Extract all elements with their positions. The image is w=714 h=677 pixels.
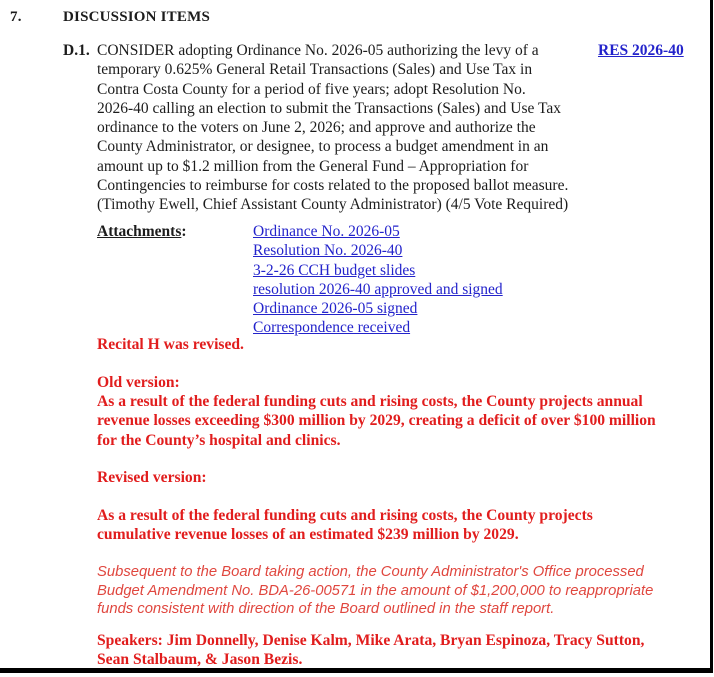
old-version-line: As a result of the federal funding cuts and rising costs, the County projects annual xyxy=(97,393,643,410)
attachments-list xyxy=(253,222,503,338)
item-description xyxy=(97,41,568,215)
page-bottom-border xyxy=(0,668,713,673)
attachment-link-cch-budget-slides[interactable]: 3-2-26 CCH budget slides xyxy=(253,261,416,279)
attachment-link-correspondence-received[interactable]: Correspondence received xyxy=(253,319,411,337)
admin-followup-note xyxy=(97,563,653,619)
revised-version-line: As a result of the federal funding cuts and rising costs, the County projects xyxy=(97,507,593,524)
old-version-line: for the County’s hospital and clinics. xyxy=(97,431,341,449)
attachments-label-colon: : xyxy=(181,223,187,240)
admin-followup-line: Subsequent to the Board taking action, the County Administrator's Office processed xyxy=(97,564,644,580)
item-description-line: amount up to $1.2 million from the General Fund – Appropriation for xyxy=(97,157,529,175)
old-version-paragraph xyxy=(97,392,656,450)
item-number: D.1. xyxy=(63,42,90,59)
item-description-line: Contra Costa County for a period of five years; adopt Resolution No. xyxy=(97,80,526,98)
section-title: DISCUSSION ITEMS xyxy=(63,9,210,25)
revised-version-paragraph xyxy=(97,506,593,545)
attachment-link-resolution-approved-signed[interactable]: resolution 2026-40 approved and signed xyxy=(253,280,503,298)
old-version-line: revenue losses exceeding $300 million by 2029, creating a deficit of over $100 million xyxy=(97,412,656,430)
item-description-line: County Administrator, or designee, to process a budget amendment in an xyxy=(97,138,549,156)
res-2026-40-link[interactable]: RES 2026-40 xyxy=(598,42,684,59)
attachments-label xyxy=(97,222,187,241)
page-right-border xyxy=(710,0,713,673)
old-version-label: Old version: xyxy=(97,374,180,391)
speakers-paragraph xyxy=(97,631,644,670)
attachments-label-word: Attachments xyxy=(97,223,182,240)
attachment-link-ordinance-signed[interactable]: Ordinance 2026-05 signed xyxy=(253,300,418,318)
item-description-line: (Timothy Ewell, Chief Assistant County Administrator) (4/5 Vote Required) xyxy=(97,196,569,214)
attachment-link-resolution-2026-40[interactable]: Resolution No. 2026-40 xyxy=(253,242,403,260)
section-number: 7. xyxy=(10,9,22,25)
item-description-line: ordinance to the voters on June 2, 2026; and approve and authorize the xyxy=(97,119,536,137)
item-description-line: 2026-40 calling an election to submit the Transactions (Sales) and Use Tax xyxy=(97,99,561,117)
revised-version-line: cumulative revenue losses of an estimated $239 million by 2029. xyxy=(97,526,519,544)
item-description-line: CONSIDER adopting Ordinance No. 2026-05 authorizing the levy of a xyxy=(97,42,539,59)
speakers-line: Sean Stalbaum, & Jason Bezis. xyxy=(97,651,303,669)
revised-version-label: Revised version: xyxy=(97,469,207,486)
item-description-line: temporary 0.625% General Retail Transactions (Sales) and Use Tax in xyxy=(97,61,533,79)
admin-followup-line: funds consistent with direction of the Board outlined in the staff report. xyxy=(97,601,555,618)
attachment-link-ordinance-2026-05[interactable]: Ordinance No. 2026-05 xyxy=(253,223,400,240)
recital-revised-note: Recital H was revised. xyxy=(97,336,244,353)
admin-followup-line: Budget Amendment No. BDA-26-00571 in the amount of $1,200,000 to reappropriate xyxy=(97,582,654,599)
speakers-line: Speakers: Jim Donnelly, Denise Kalm, Mike Arata, Bryan Espinoza, Tracy Sutton, xyxy=(97,632,645,649)
item-description-line: Contingencies to reimburse for costs related to the proposed ballot measure. xyxy=(97,177,569,195)
